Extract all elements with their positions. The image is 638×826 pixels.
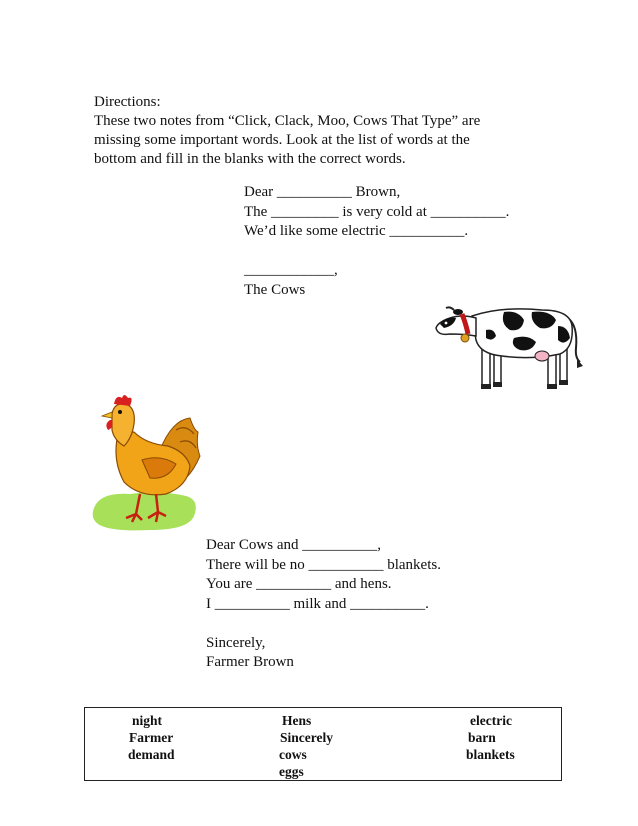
- farmer-letter: [206, 536, 441, 673]
- directions-line: These two notes from “Click, Clack, Moo, Cows That Type” are: [94, 113, 481, 129]
- word-bank: [84, 707, 562, 781]
- letter-line: You are __________ and hens.: [206, 576, 392, 592]
- letter-line: We’d like some electric __________.: [244, 223, 469, 239]
- word-bank-item: demand: [128, 747, 175, 762]
- word-bank-item: night: [132, 713, 163, 728]
- directions-block: [94, 93, 480, 169]
- directions-line: bottom and fill in the blanks with the correct words.: [94, 151, 406, 167]
- word-bank-item: blankets: [466, 747, 515, 762]
- letter-line: The _________ is very cold at __________.: [244, 203, 510, 220]
- cow-illustration: [432, 296, 584, 396]
- hen-illustration: [90, 390, 202, 534]
- letter-signature: The Cows: [244, 281, 306, 298]
- word-bank-item: barn: [468, 730, 496, 745]
- letter-line: Dear Cows and __________,: [206, 537, 381, 553]
- directions-line: missing some important words. Look at the list of words at the: [94, 132, 470, 148]
- directions-heading: Directions:: [94, 94, 161, 110]
- word-bank-item: Sincerely: [280, 730, 333, 745]
- letter-line: I __________ milk and __________.: [206, 595, 429, 612]
- word-bank-item: Farmer: [129, 730, 174, 745]
- word-bank-item: Hens: [282, 713, 312, 728]
- cows-letter: [244, 183, 509, 300]
- letter-line: Dear __________ Brown,: [244, 184, 401, 200]
- letter-line: There will be no __________ blankets.: [206, 556, 441, 573]
- letter-closing: ____________,: [244, 262, 338, 278]
- word-bank-item: cows: [279, 747, 307, 762]
- letter-signature: Farmer Brown: [206, 654, 294, 670]
- word-bank-item: electric: [470, 713, 512, 728]
- word-bank-item: eggs: [279, 764, 304, 779]
- letter-closing: Sincerely,: [206, 634, 266, 651]
